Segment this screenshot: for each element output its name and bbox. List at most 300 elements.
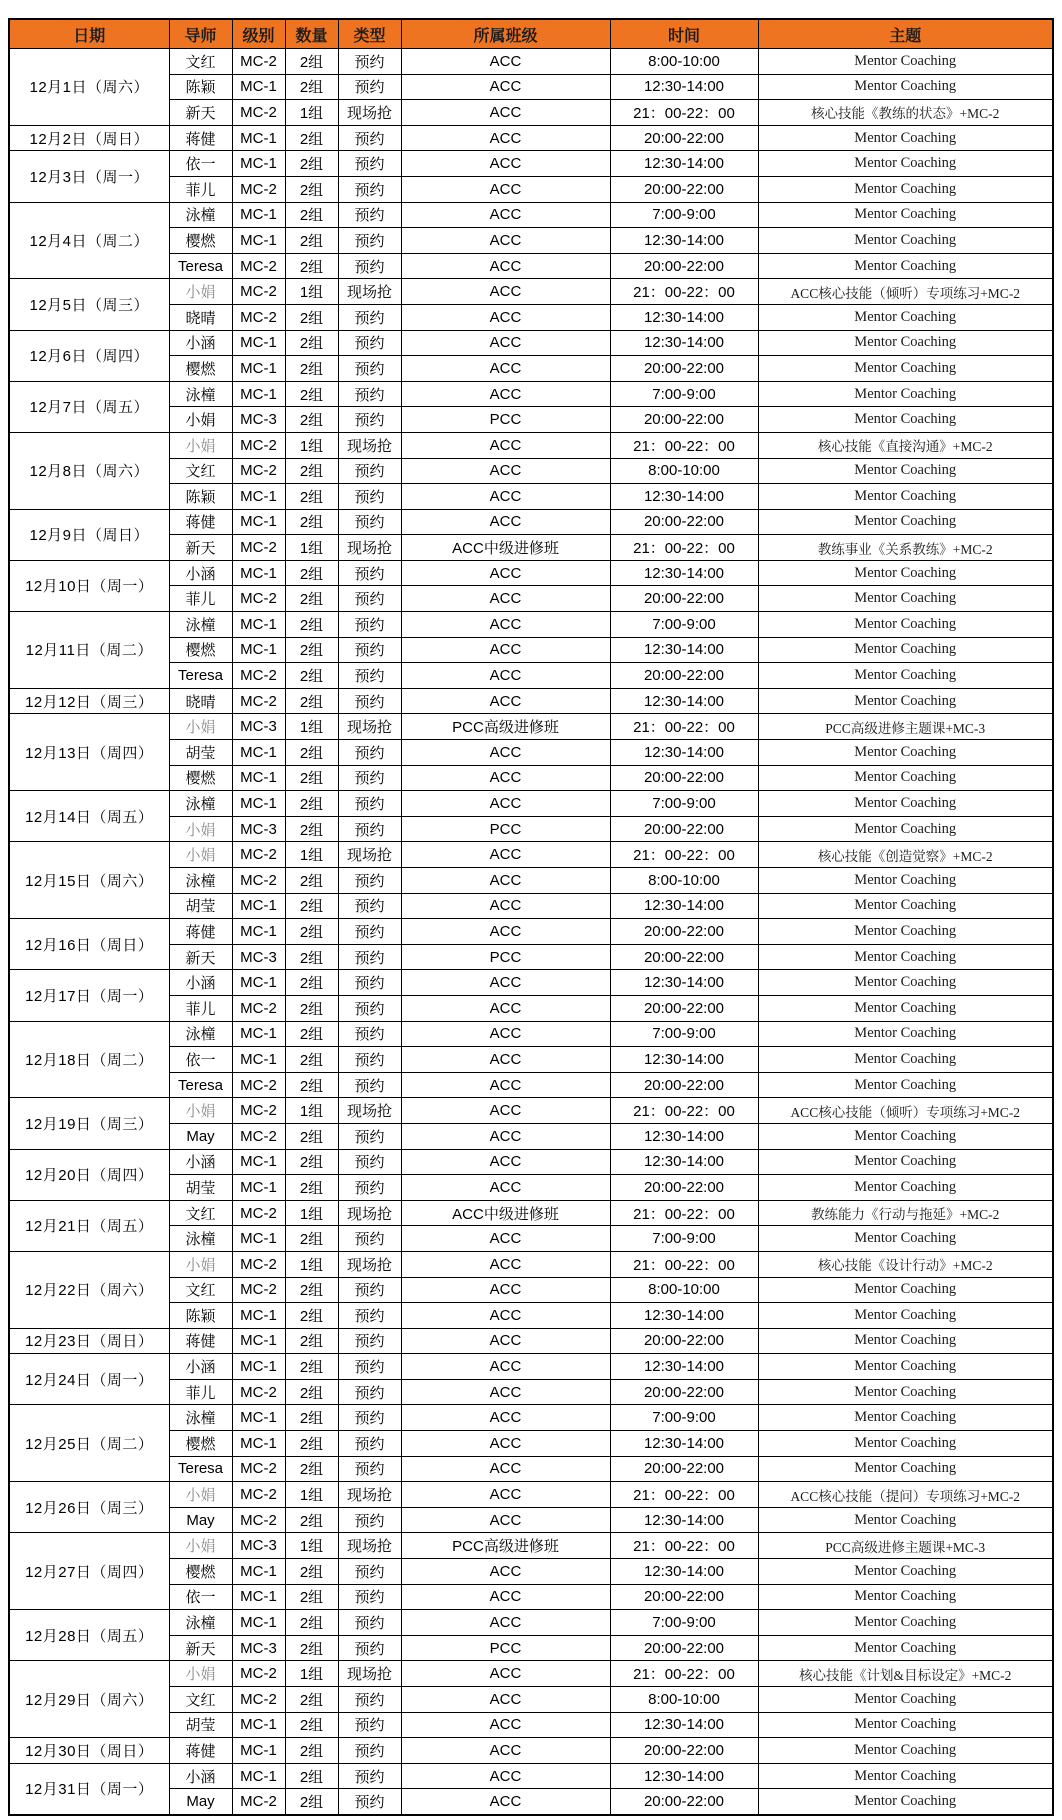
time-cell: 20:00-22:00 bbox=[610, 995, 758, 1021]
time-cell: 12:30-14:00 bbox=[610, 304, 758, 330]
class-cell: ACC bbox=[401, 1584, 610, 1610]
date-cell: 12月31日（周一） bbox=[9, 1763, 169, 1815]
topic-cell: 核心技能《直接沟通》+MC-2 bbox=[758, 432, 1053, 458]
topic-cell: Mentor Coaching bbox=[758, 330, 1053, 356]
groups-cell: 2组 bbox=[285, 1789, 338, 1815]
groups-cell: 2组 bbox=[285, 1072, 338, 1098]
time-cell: 20:00-22:00 bbox=[610, 1456, 758, 1482]
topic-cell: Mentor Coaching bbox=[758, 49, 1053, 75]
type-cell: 现场抢 bbox=[338, 1200, 401, 1226]
mentor-cell: 小涵 bbox=[169, 970, 232, 996]
mentor-cell: 小娟 bbox=[169, 279, 232, 305]
date-cell: 12月5日（周三） bbox=[9, 279, 169, 330]
mentor-cell: 晓晴 bbox=[169, 688, 232, 714]
time-cell: 12:30-14:00 bbox=[610, 1712, 758, 1738]
class-cell: ACC bbox=[401, 663, 610, 689]
type-cell: 预约 bbox=[338, 740, 401, 766]
class-cell: ACC bbox=[401, 1072, 610, 1098]
table-row bbox=[9, 1149, 1053, 1175]
class-cell: ACC bbox=[401, 1149, 610, 1175]
topic-cell: Mentor Coaching bbox=[758, 407, 1053, 433]
mentor-cell: 新天 bbox=[169, 535, 232, 561]
type-cell: 预约 bbox=[338, 586, 401, 612]
topic-cell: Mentor Coaching bbox=[758, 1738, 1053, 1764]
groups-cell: 1组 bbox=[285, 714, 338, 740]
mentor-cell: 小娟 bbox=[169, 1661, 232, 1687]
level-cell: MC-1 bbox=[232, 151, 285, 177]
type-cell: 预约 bbox=[338, 688, 401, 714]
topic-cell: Mentor Coaching bbox=[758, 740, 1053, 766]
groups-cell: 2组 bbox=[285, 1303, 338, 1329]
type-cell: 预约 bbox=[338, 74, 401, 100]
mentor-cell: 樱燃 bbox=[169, 637, 232, 663]
type-cell: 预约 bbox=[338, 944, 401, 970]
column-header-mentor: 导师 bbox=[169, 19, 232, 49]
mentor-cell: 樱燃 bbox=[169, 1559, 232, 1585]
topic-cell: Mentor Coaching bbox=[758, 1789, 1053, 1815]
groups-cell: 2组 bbox=[285, 995, 338, 1021]
date-cell: 12月7日（周五） bbox=[9, 381, 169, 432]
mentor-cell: 文红 bbox=[169, 458, 232, 484]
time-cell: 20:00-22:00 bbox=[610, 1738, 758, 1764]
level-cell: MC-1 bbox=[232, 74, 285, 100]
table-row bbox=[9, 1610, 1053, 1636]
topic-cell: Mentor Coaching bbox=[758, 151, 1053, 177]
topic-cell: ACC核心技能（倾听）专项练习+MC-2 bbox=[758, 279, 1053, 305]
type-cell: 预约 bbox=[338, 1507, 401, 1533]
level-cell: MC-2 bbox=[232, 1123, 285, 1149]
type-cell: 现场抢 bbox=[338, 535, 401, 561]
level-cell: MC-2 bbox=[232, 1661, 285, 1687]
level-cell: MC-1 bbox=[232, 970, 285, 996]
table-row bbox=[9, 791, 1053, 817]
time-cell: 12:30-14:00 bbox=[610, 1303, 758, 1329]
column-header-level: 级别 bbox=[232, 19, 285, 49]
class-cell: ACC bbox=[401, 1175, 610, 1201]
topic-cell: 教练能力《行动与拖延》+MC-2 bbox=[758, 1200, 1053, 1226]
table-row bbox=[9, 688, 1053, 714]
class-cell: ACC bbox=[401, 1226, 610, 1252]
date-cell: 12月21日（周五） bbox=[9, 1200, 169, 1251]
time-cell: 8:00-10:00 bbox=[610, 1687, 758, 1713]
table-row bbox=[9, 919, 1053, 945]
topic-cell: Mentor Coaching bbox=[758, 356, 1053, 382]
topic-cell: Mentor Coaching bbox=[758, 1328, 1053, 1354]
topic-cell: Mentor Coaching bbox=[758, 1379, 1053, 1405]
topic-cell: Mentor Coaching bbox=[758, 484, 1053, 510]
topic-cell: Mentor Coaching bbox=[758, 663, 1053, 689]
level-cell: MC-2 bbox=[232, 1098, 285, 1124]
level-cell: MC-1 bbox=[232, 381, 285, 407]
class-cell: ACC bbox=[401, 586, 610, 612]
type-cell: 预约 bbox=[338, 995, 401, 1021]
time-cell: 12:30-14:00 bbox=[610, 330, 758, 356]
time-cell: 20:00-22:00 bbox=[610, 663, 758, 689]
level-cell: MC-2 bbox=[232, 842, 285, 868]
level-cell: MC-2 bbox=[232, 1456, 285, 1482]
mentor-cell: 泳橦 bbox=[169, 1021, 232, 1047]
time-cell: 20:00-22:00 bbox=[610, 919, 758, 945]
mentor-cell: 菲儿 bbox=[169, 1379, 232, 1405]
type-cell: 预约 bbox=[338, 1149, 401, 1175]
type-cell: 预约 bbox=[338, 202, 401, 228]
groups-cell: 2组 bbox=[285, 304, 338, 330]
class-cell: ACC bbox=[401, 176, 610, 202]
topic-cell: Mentor Coaching bbox=[758, 970, 1053, 996]
level-cell: MC-3 bbox=[232, 407, 285, 433]
mentor-cell: 菲儿 bbox=[169, 176, 232, 202]
class-cell: PCC bbox=[401, 816, 610, 842]
level-cell: MC-1 bbox=[232, 1047, 285, 1073]
type-cell: 预约 bbox=[338, 560, 401, 586]
type-cell: 预约 bbox=[338, 330, 401, 356]
time-cell: 7:00-9:00 bbox=[610, 1021, 758, 1047]
class-cell: ACC bbox=[401, 125, 610, 151]
mentor-cell: 晓晴 bbox=[169, 304, 232, 330]
level-cell: MC-2 bbox=[232, 1789, 285, 1815]
topic-cell: Mentor Coaching bbox=[758, 612, 1053, 638]
groups-cell: 2组 bbox=[285, 1405, 338, 1431]
level-cell: MC-1 bbox=[232, 202, 285, 228]
groups-cell: 2组 bbox=[285, 253, 338, 279]
time-cell: 7:00-9:00 bbox=[610, 381, 758, 407]
column-header-topic: 主题 bbox=[758, 19, 1053, 49]
class-cell: ACC bbox=[401, 1763, 610, 1789]
topic-cell: Mentor Coaching bbox=[758, 919, 1053, 945]
type-cell: 预约 bbox=[338, 381, 401, 407]
class-cell: ACC bbox=[401, 893, 610, 919]
level-cell: MC-2 bbox=[232, 253, 285, 279]
table-row bbox=[9, 1021, 1053, 1047]
date-cell: 12月29日（周六） bbox=[9, 1661, 169, 1738]
class-cell: ACC bbox=[401, 484, 610, 510]
table-row bbox=[9, 842, 1053, 868]
topic-cell: 核心技能《创造觉察》+MC-2 bbox=[758, 842, 1053, 868]
level-cell: MC-2 bbox=[232, 868, 285, 894]
groups-cell: 2组 bbox=[285, 458, 338, 484]
time-cell: 20:00-22:00 bbox=[610, 765, 758, 791]
topic-cell: Mentor Coaching bbox=[758, 1072, 1053, 1098]
time-cell: 12:30-14:00 bbox=[610, 1763, 758, 1789]
mentor-cell: 小涵 bbox=[169, 560, 232, 586]
mentor-cell: 蒋健 bbox=[169, 1328, 232, 1354]
class-cell: ACC bbox=[401, 1047, 610, 1073]
type-cell: 预约 bbox=[338, 1559, 401, 1585]
topic-cell: Mentor Coaching bbox=[758, 791, 1053, 817]
level-cell: MC-2 bbox=[232, 1251, 285, 1277]
time-cell: 20:00-22:00 bbox=[610, 1584, 758, 1610]
mentor-cell: 小涵 bbox=[169, 330, 232, 356]
level-cell: MC-2 bbox=[232, 432, 285, 458]
time-cell: 12:30-14:00 bbox=[610, 151, 758, 177]
class-cell: ACC bbox=[401, 151, 610, 177]
table-row bbox=[9, 560, 1053, 586]
class-cell: ACC bbox=[401, 253, 610, 279]
date-cell: 12月11日（周二） bbox=[9, 612, 169, 689]
level-cell: MC-2 bbox=[232, 1687, 285, 1713]
class-cell: ACC bbox=[401, 279, 610, 305]
type-cell: 预约 bbox=[338, 1379, 401, 1405]
mentor-cell: 依一 bbox=[169, 1047, 232, 1073]
type-cell: 预约 bbox=[338, 484, 401, 510]
type-cell: 预约 bbox=[338, 663, 401, 689]
class-cell: ACC bbox=[401, 1379, 610, 1405]
mentor-cell: May bbox=[169, 1123, 232, 1149]
class-cell: ACC bbox=[401, 458, 610, 484]
type-cell: 预约 bbox=[338, 893, 401, 919]
level-cell: MC-1 bbox=[232, 1175, 285, 1201]
topic-cell: Mentor Coaching bbox=[758, 1149, 1053, 1175]
class-cell: ACC中级进修班 bbox=[401, 535, 610, 561]
mentor-cell: 泳橦 bbox=[169, 202, 232, 228]
level-cell: MC-2 bbox=[232, 176, 285, 202]
mentor-cell: 新天 bbox=[169, 100, 232, 126]
groups-cell: 2组 bbox=[285, 74, 338, 100]
groups-cell: 1组 bbox=[285, 535, 338, 561]
groups-cell: 2组 bbox=[285, 1456, 338, 1482]
topic-cell: Mentor Coaching bbox=[758, 868, 1053, 894]
mentor-cell: 新天 bbox=[169, 944, 232, 970]
level-cell: MC-2 bbox=[232, 458, 285, 484]
groups-cell: 2组 bbox=[285, 560, 338, 586]
mentor-cell: 依一 bbox=[169, 1584, 232, 1610]
table-row bbox=[9, 1098, 1053, 1124]
time-cell: 12:30-14:00 bbox=[610, 1559, 758, 1585]
time-cell: 7:00-9:00 bbox=[610, 202, 758, 228]
groups-cell: 2组 bbox=[285, 791, 338, 817]
type-cell: 预约 bbox=[338, 1072, 401, 1098]
date-cell: 12月19日（周三） bbox=[9, 1098, 169, 1149]
mentor-cell: 小娟 bbox=[169, 1098, 232, 1124]
class-cell: ACC bbox=[401, 356, 610, 382]
class-cell: ACC bbox=[401, 1303, 610, 1329]
table-row bbox=[9, 612, 1053, 638]
mentor-cell: 小娟 bbox=[169, 842, 232, 868]
type-cell: 预约 bbox=[338, 1175, 401, 1201]
level-cell: MC-1 bbox=[232, 1559, 285, 1585]
mentor-cell: 小娟 bbox=[169, 816, 232, 842]
class-cell: ACC bbox=[401, 995, 610, 1021]
level-cell: MC-2 bbox=[232, 586, 285, 612]
topic-cell: Mentor Coaching bbox=[758, 1584, 1053, 1610]
groups-cell: 2组 bbox=[285, 868, 338, 894]
class-cell: ACC bbox=[401, 842, 610, 868]
level-cell: MC-1 bbox=[232, 356, 285, 382]
level-cell: MC-2 bbox=[232, 304, 285, 330]
level-cell: MC-1 bbox=[232, 1303, 285, 1329]
groups-cell: 2组 bbox=[285, 1431, 338, 1457]
mentor-cell: 新天 bbox=[169, 1635, 232, 1661]
mentor-cell: 蒋健 bbox=[169, 509, 232, 535]
date-cell: 12月18日（周二） bbox=[9, 1021, 169, 1098]
mentor-cell: 泳橦 bbox=[169, 791, 232, 817]
time-cell: 8:00-10:00 bbox=[610, 868, 758, 894]
time-cell: 8:00-10:00 bbox=[610, 1277, 758, 1303]
type-cell: 预约 bbox=[338, 1277, 401, 1303]
time-cell: 12:30-14:00 bbox=[610, 228, 758, 254]
time-cell: 21：00-22：00 bbox=[610, 432, 758, 458]
class-cell: ACC bbox=[401, 202, 610, 228]
level-cell: MC-2 bbox=[232, 688, 285, 714]
level-cell: MC-1 bbox=[232, 228, 285, 254]
table-row bbox=[9, 202, 1053, 228]
groups-cell: 2组 bbox=[285, 1738, 338, 1764]
topic-cell: Mentor Coaching bbox=[758, 1405, 1053, 1431]
type-cell: 预约 bbox=[338, 228, 401, 254]
date-cell: 12月4日（周二） bbox=[9, 202, 169, 279]
level-cell: MC-3 bbox=[232, 816, 285, 842]
date-cell: 12月6日（周四） bbox=[9, 330, 169, 381]
table-row bbox=[9, 1405, 1053, 1431]
level-cell: MC-2 bbox=[232, 279, 285, 305]
type-cell: 现场抢 bbox=[338, 100, 401, 126]
time-cell: 7:00-9:00 bbox=[610, 791, 758, 817]
type-cell: 预约 bbox=[338, 816, 401, 842]
time-cell: 21：00-22：00 bbox=[610, 1482, 758, 1508]
topic-cell: Mentor Coaching bbox=[758, 74, 1053, 100]
class-cell: ACC bbox=[401, 304, 610, 330]
table-body bbox=[9, 49, 1053, 1815]
topic-cell: PCC高级进修主题课+MC-3 bbox=[758, 1533, 1053, 1559]
class-cell: ACC bbox=[401, 740, 610, 766]
class-cell: ACC bbox=[401, 637, 610, 663]
class-cell: PCC bbox=[401, 1635, 610, 1661]
type-cell: 现场抢 bbox=[338, 842, 401, 868]
class-cell: ACC bbox=[401, 228, 610, 254]
class-cell: ACC bbox=[401, 1712, 610, 1738]
time-cell: 12:30-14:00 bbox=[610, 1123, 758, 1149]
table-row bbox=[9, 1328, 1053, 1354]
class-cell: ACC bbox=[401, 49, 610, 75]
type-cell: 预约 bbox=[338, 458, 401, 484]
column-header-type: 类型 bbox=[338, 19, 401, 49]
groups-cell: 2组 bbox=[285, 688, 338, 714]
type-cell: 预约 bbox=[338, 1021, 401, 1047]
time-cell: 20:00-22:00 bbox=[610, 1175, 758, 1201]
table-row bbox=[9, 1251, 1053, 1277]
date-cell: 12月13日（周四） bbox=[9, 714, 169, 791]
time-cell: 21：00-22：00 bbox=[610, 279, 758, 305]
time-cell: 12:30-14:00 bbox=[610, 893, 758, 919]
topic-cell: 教练事业《关系教练》+MC-2 bbox=[758, 535, 1053, 561]
topic-cell: Mentor Coaching bbox=[758, 202, 1053, 228]
time-cell: 20:00-22:00 bbox=[610, 586, 758, 612]
topic-cell: Mentor Coaching bbox=[758, 304, 1053, 330]
level-cell: MC-1 bbox=[232, 740, 285, 766]
time-cell: 21：00-22：00 bbox=[610, 535, 758, 561]
level-cell: MC-1 bbox=[232, 1431, 285, 1457]
level-cell: MC-1 bbox=[232, 637, 285, 663]
class-cell: ACC bbox=[401, 381, 610, 407]
class-cell: ACC bbox=[401, 1482, 610, 1508]
date-cell: 12月25日（周二） bbox=[9, 1405, 169, 1482]
groups-cell: 2组 bbox=[285, 356, 338, 382]
time-cell: 20:00-22:00 bbox=[610, 1379, 758, 1405]
mentor-cell: 樱燃 bbox=[169, 765, 232, 791]
groups-cell: 1组 bbox=[285, 279, 338, 305]
time-cell: 20:00-22:00 bbox=[610, 356, 758, 382]
date-cell: 12月15日（周六） bbox=[9, 842, 169, 919]
mentor-cell: 蒋健 bbox=[169, 919, 232, 945]
mentor-cell: 泳橦 bbox=[169, 381, 232, 407]
time-cell: 20:00-22:00 bbox=[610, 944, 758, 970]
class-cell: PCC bbox=[401, 407, 610, 433]
groups-cell: 2组 bbox=[285, 1712, 338, 1738]
mentor-cell: 菲儿 bbox=[169, 995, 232, 1021]
time-cell: 12:30-14:00 bbox=[610, 74, 758, 100]
type-cell: 预约 bbox=[338, 1431, 401, 1457]
mentor-cell: 文红 bbox=[169, 1687, 232, 1713]
column-header-time: 时间 bbox=[610, 19, 758, 49]
mentor-cell: 陈颖 bbox=[169, 484, 232, 510]
topic-cell: Mentor Coaching bbox=[758, 560, 1053, 586]
table-row bbox=[9, 1482, 1053, 1508]
mentor-cell: May bbox=[169, 1789, 232, 1815]
time-cell: 12:30-14:00 bbox=[610, 1047, 758, 1073]
groups-cell: 2组 bbox=[285, 509, 338, 535]
mentor-cell: 樱燃 bbox=[169, 228, 232, 254]
mentor-cell: May bbox=[169, 1507, 232, 1533]
class-cell: ACC bbox=[401, 612, 610, 638]
type-cell: 现场抢 bbox=[338, 1098, 401, 1124]
type-cell: 现场抢 bbox=[338, 1482, 401, 1508]
type-cell: 预约 bbox=[338, 1405, 401, 1431]
mentor-cell: 小涵 bbox=[169, 1354, 232, 1380]
topic-cell: Mentor Coaching bbox=[758, 1277, 1053, 1303]
class-cell: ACC bbox=[401, 1405, 610, 1431]
level-cell: MC-1 bbox=[232, 1712, 285, 1738]
groups-cell: 2组 bbox=[285, 663, 338, 689]
mentor-cell: 小涵 bbox=[169, 1763, 232, 1789]
class-cell: ACC bbox=[401, 1610, 610, 1636]
type-cell: 现场抢 bbox=[338, 432, 401, 458]
time-cell: 12:30-14:00 bbox=[610, 1507, 758, 1533]
mentor-cell: 泳橦 bbox=[169, 1405, 232, 1431]
date-cell: 12月9日（周日） bbox=[9, 509, 169, 560]
type-cell: 预约 bbox=[338, 509, 401, 535]
level-cell: MC-1 bbox=[232, 1021, 285, 1047]
date-cell: 12月20日（周四） bbox=[9, 1149, 169, 1200]
mentor-cell: 泳橦 bbox=[169, 868, 232, 894]
date-cell: 12月26日（周三） bbox=[9, 1482, 169, 1533]
table-row bbox=[9, 330, 1053, 356]
topic-cell: Mentor Coaching bbox=[758, 228, 1053, 254]
type-cell: 预约 bbox=[338, 356, 401, 382]
mentor-cell: 小涵 bbox=[169, 1149, 232, 1175]
level-cell: MC-2 bbox=[232, 1200, 285, 1226]
column-header-groups: 数量 bbox=[285, 19, 338, 49]
level-cell: MC-1 bbox=[232, 765, 285, 791]
table-row bbox=[9, 509, 1053, 535]
topic-cell: Mentor Coaching bbox=[758, 688, 1053, 714]
groups-cell: 2组 bbox=[285, 151, 338, 177]
topic-cell: Mentor Coaching bbox=[758, 1047, 1053, 1073]
time-cell: 7:00-9:00 bbox=[610, 1226, 758, 1252]
time-cell: 21：00-22：00 bbox=[610, 1533, 758, 1559]
mentor-cell: 樱燃 bbox=[169, 1431, 232, 1457]
mentor-cell: 胡莹 bbox=[169, 893, 232, 919]
mentor-cell: 泳橦 bbox=[169, 1226, 232, 1252]
time-cell: 21：00-22：00 bbox=[610, 714, 758, 740]
class-cell: ACC bbox=[401, 1559, 610, 1585]
time-cell: 8:00-10:00 bbox=[610, 458, 758, 484]
groups-cell: 2组 bbox=[285, 816, 338, 842]
mentor-cell: Teresa bbox=[169, 1456, 232, 1482]
groups-cell: 2组 bbox=[285, 1610, 338, 1636]
groups-cell: 2组 bbox=[285, 1584, 338, 1610]
type-cell: 预约 bbox=[338, 1610, 401, 1636]
class-cell: ACC bbox=[401, 1507, 610, 1533]
